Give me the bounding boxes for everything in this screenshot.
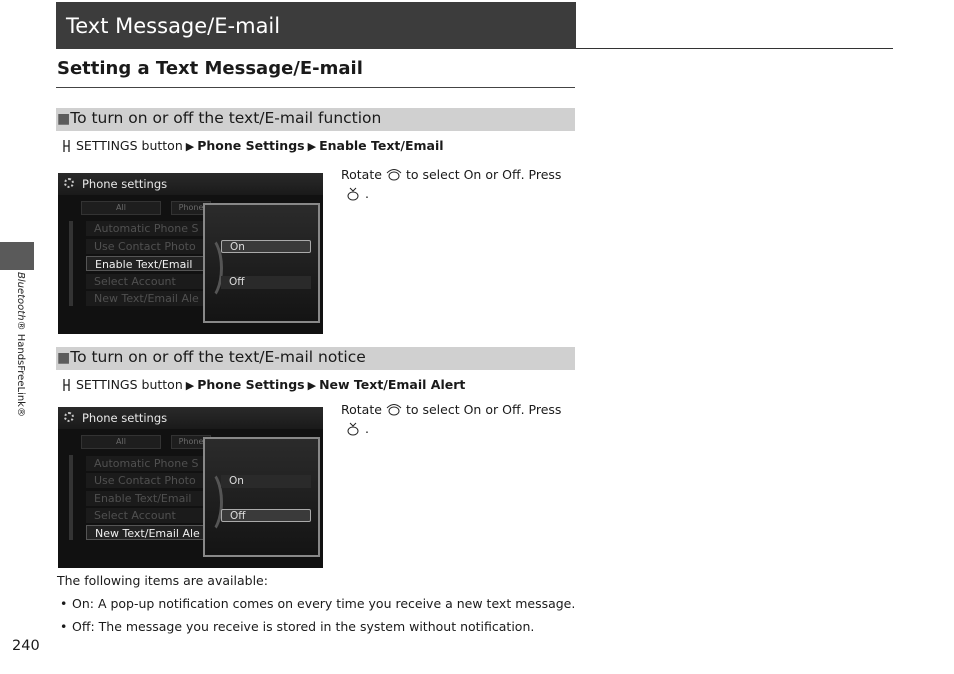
screen-list-item[interactable]: Use Contact Photo xyxy=(86,473,261,488)
home-button-icon xyxy=(61,139,72,153)
gear-icon xyxy=(64,178,74,188)
option-off[interactable]: Off xyxy=(221,276,311,289)
arrow-right-icon: ▶ xyxy=(185,140,195,153)
list-item: • Off: The message you receive is stored in the system without notification. xyxy=(60,619,535,634)
screen-tab-all[interactable]: All xyxy=(81,435,161,449)
square-bullet-icon: ■ xyxy=(57,111,71,127)
screen-tab-phone[interactable]: Phone xyxy=(171,201,211,215)
screen-list-item[interactable]: Automatic Phone S xyxy=(86,221,261,236)
subsection-heading-1: ■To turn on or off the text/E-mail function xyxy=(57,109,382,127)
dial-arc-icon xyxy=(191,235,223,301)
interface-dial-press-icon xyxy=(345,422,361,436)
screen-list-item[interactable]: Automatic Phone S xyxy=(86,456,261,471)
option-popup xyxy=(203,203,320,323)
page-number: 240 xyxy=(12,638,40,654)
instruction-1: Rotate to select On or Off. Press . xyxy=(341,167,562,201)
page-title: Text Message/E-mail xyxy=(66,14,281,38)
side-chapter-label xyxy=(14,272,28,442)
arrow-right-icon: ▶ xyxy=(307,140,317,153)
screen-list-item[interactable]: New Text/Email Ale xyxy=(86,291,261,306)
screen-tab-phone[interactable]: Phone xyxy=(171,435,211,449)
menu-path-2: SETTINGS button ▶ Phone Settings ▶ New Text/Email Alert xyxy=(57,377,465,392)
bullet-icon: • xyxy=(60,596,68,611)
screen-list-item[interactable]: Select Account xyxy=(86,508,261,523)
interface-dial-press-icon xyxy=(345,187,361,201)
interface-dial-rotate-icon xyxy=(386,403,402,417)
instruction-2: Rotate to select On or Off. Press . xyxy=(341,402,562,436)
interface-dial-rotate-icon xyxy=(386,168,402,182)
screen-list-item[interactable]: Select Account xyxy=(86,274,261,289)
screen-phone-settings-1 xyxy=(58,173,323,334)
side-label-italic: Bluetooth xyxy=(15,272,26,321)
menu-path-1: SETTINGS button ▶ Phone Settings ▶ Enable Text/Email xyxy=(57,138,444,153)
screen-list-item[interactable]: Enable Text/Email xyxy=(86,491,261,506)
screen-list-item[interactable]: Use Contact Photo xyxy=(86,239,261,254)
available-intro: The following items are available: xyxy=(57,573,268,588)
home-button-icon xyxy=(61,378,72,392)
section-title: Setting a Text Message/E-mail xyxy=(57,58,363,79)
bullet-icon: • xyxy=(60,619,68,634)
option-on[interactable]: On xyxy=(221,240,311,253)
side-chapter-tab xyxy=(0,242,34,270)
screen-scrollbar[interactable] xyxy=(69,455,73,540)
subsection-heading-2: ■To turn on or off the text/E-mail notice xyxy=(57,348,366,366)
dial-arc-icon xyxy=(191,469,223,535)
option-on[interactable]: On xyxy=(221,475,311,488)
list-item: • On: A pop-up notification comes on every time you receive a new text message. xyxy=(60,596,576,611)
screen-list-item-selected[interactable]: New Text/Email Ale xyxy=(86,525,261,540)
arrow-right-icon: ▶ xyxy=(307,379,317,392)
screen-title-bar: Phone settings xyxy=(58,173,323,195)
option-off[interactable]: Off xyxy=(221,509,311,522)
option-popup xyxy=(203,437,320,557)
gear-icon xyxy=(64,412,74,422)
side-label-rest: ® HandsFreeLink® xyxy=(15,320,26,417)
screen-scrollbar[interactable] xyxy=(69,221,73,306)
section-rule xyxy=(56,87,575,88)
screen-list-item-selected[interactable]: Enable Text/Email xyxy=(86,256,261,271)
screen-title-bar: Phone settings xyxy=(58,407,323,429)
header-rule xyxy=(576,48,893,49)
arrow-right-icon: ▶ xyxy=(185,379,195,392)
screen-tab-all[interactable]: All xyxy=(81,201,161,215)
square-bullet-icon: ■ xyxy=(57,350,71,366)
screen-phone-settings-2 xyxy=(58,407,323,568)
